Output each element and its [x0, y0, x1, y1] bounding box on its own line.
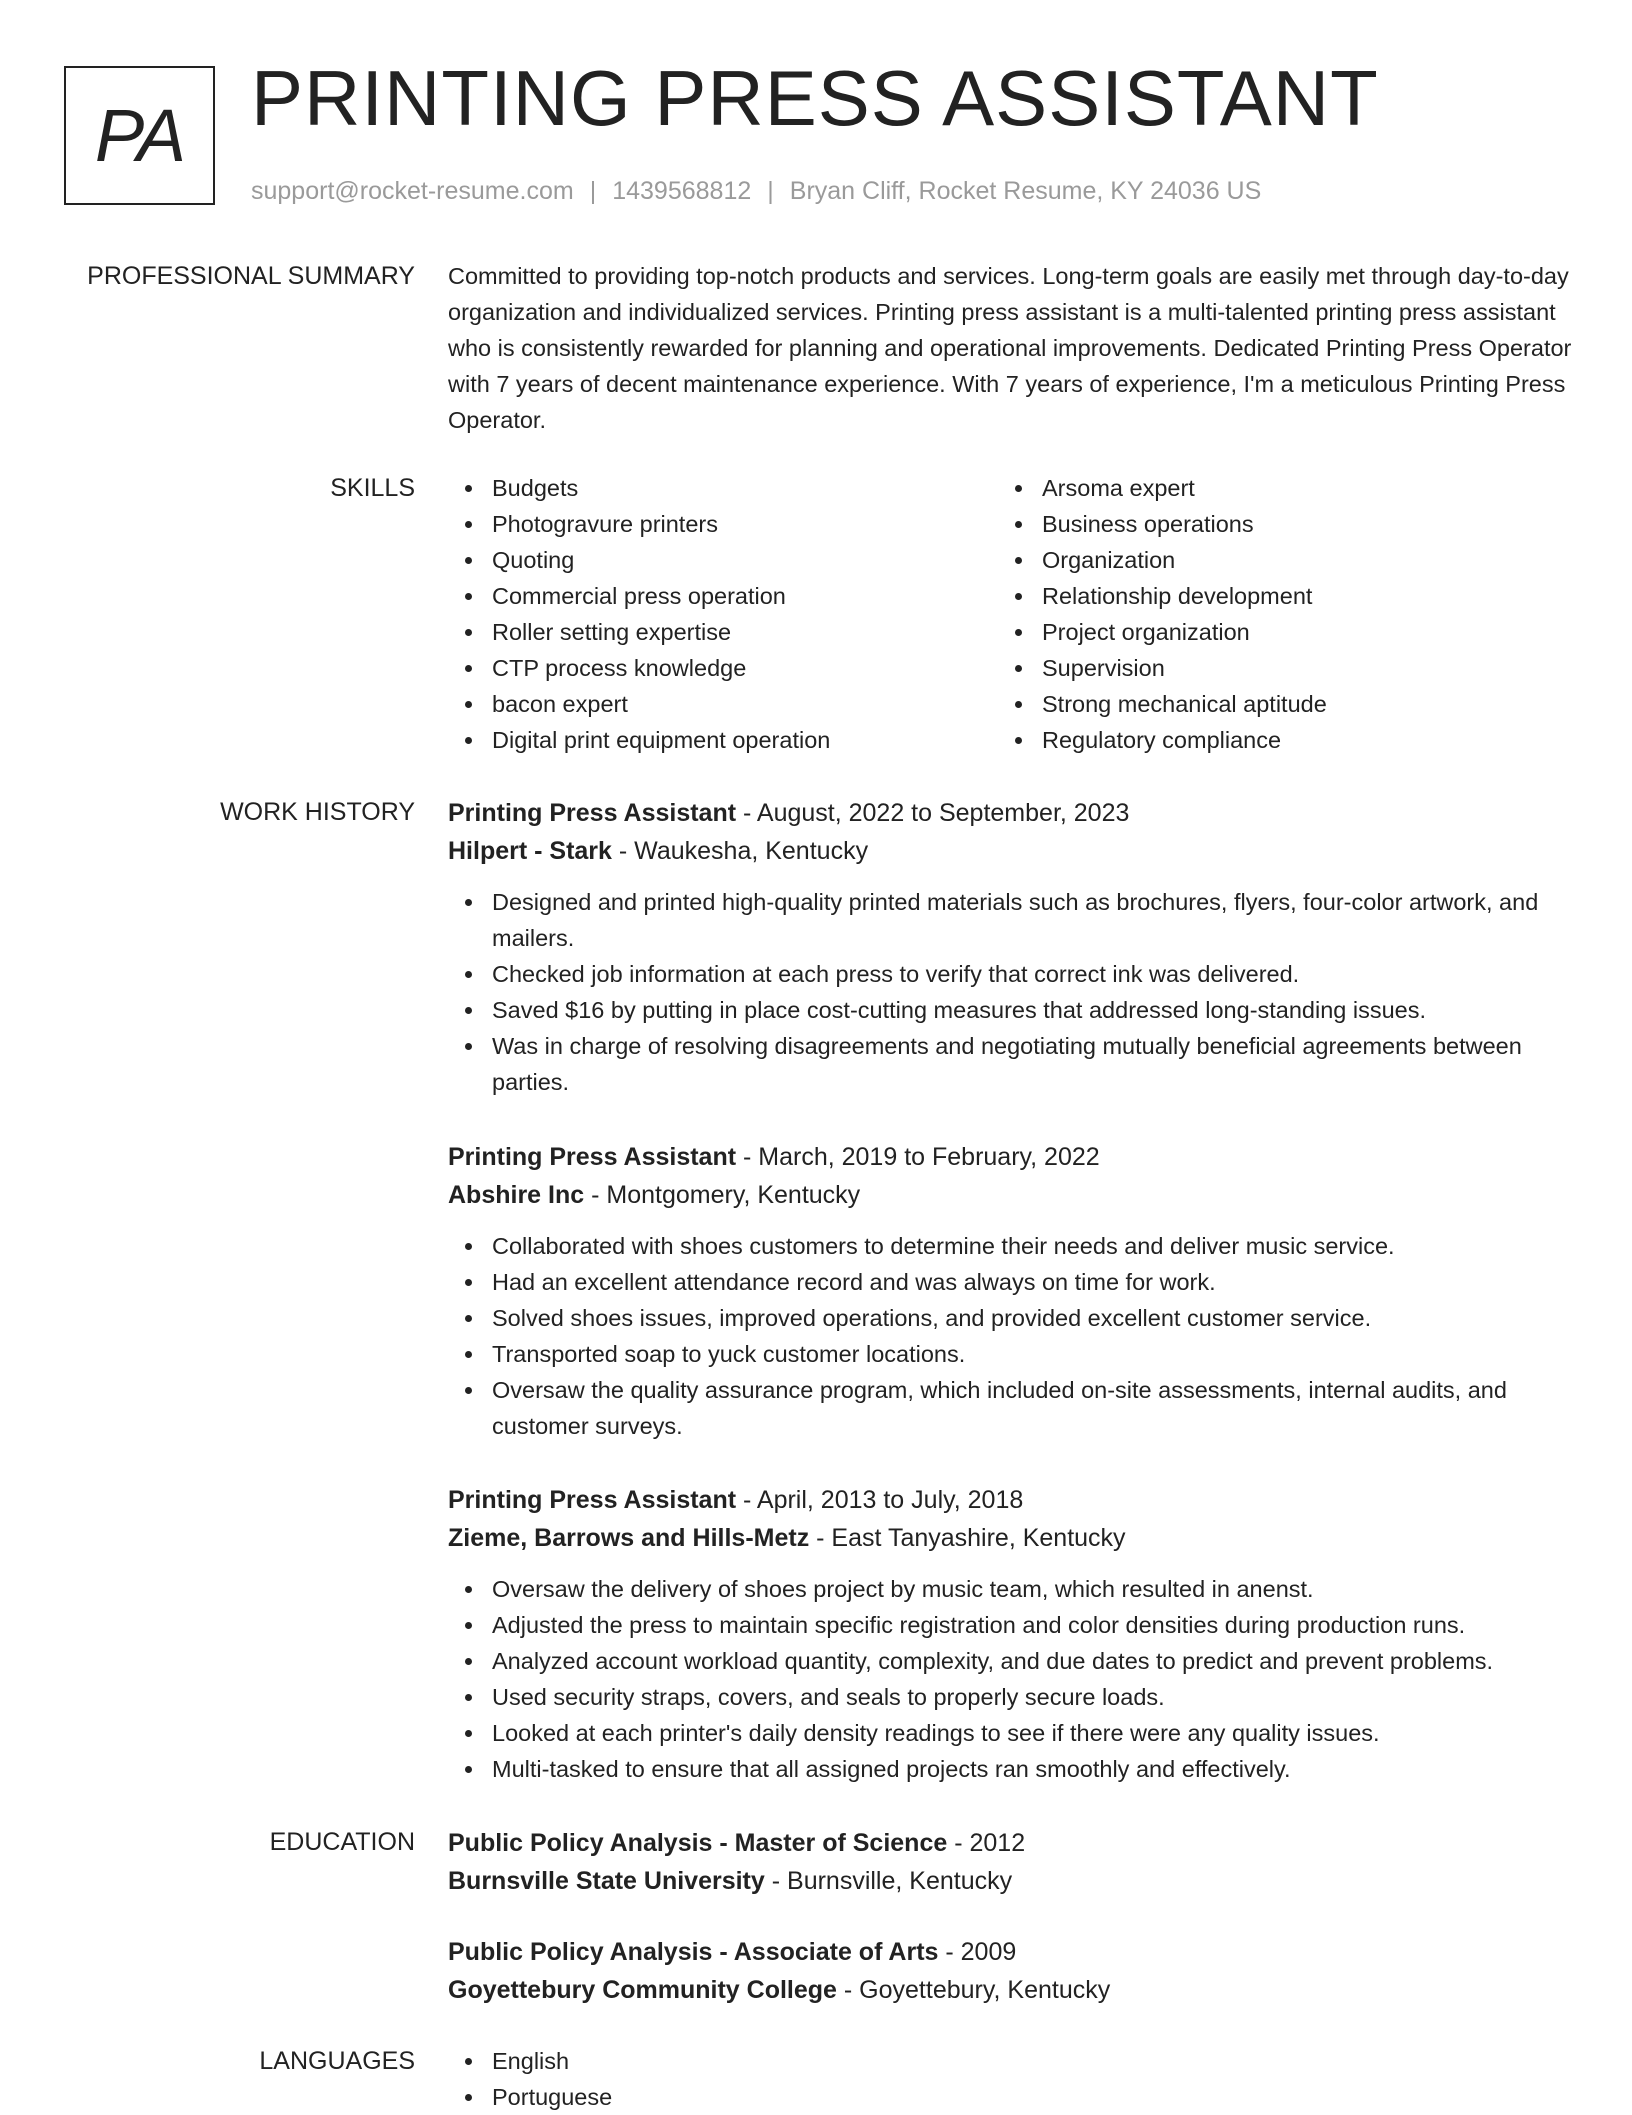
education-school: Goyettebury Community College [448, 1976, 837, 2004]
skills-right-list [998, 470, 1548, 758]
job-dates: - April, 2013 to July, 2018 [736, 1486, 1024, 1514]
summary-label: PROFESSIONAL SUMMARY [87, 262, 415, 290]
education-school-line [448, 1971, 1572, 2009]
job-bullets [448, 1228, 1572, 1444]
education-location: - Burnsville, Kentucky [764, 1867, 1013, 1895]
job-title-line [448, 1481, 1572, 1519]
job-company: Abshire Inc [448, 1181, 585, 1209]
job-company-line [448, 1519, 1572, 1557]
education-body [448, 1824, 1572, 1900]
language-item: Portuguese [448, 2079, 1572, 2115]
job-location: - Waukesha, Kentucky [611, 837, 869, 865]
contact-phone: 1439568812 [612, 177, 752, 205]
job-bullet: Oversaw the quality assurance program, which included on-site assessments, internal audits, and customer surveys. [448, 1372, 1572, 1444]
job-bullets [448, 884, 1572, 1100]
education-school-line [448, 1862, 1572, 1900]
skills-label: SKILLS [330, 474, 415, 502]
skill-item: Regulatory compliance [998, 722, 1548, 758]
skill-item: Budgets [448, 470, 998, 506]
education-body [448, 1933, 1572, 2009]
monogram-box [64, 66, 215, 205]
job-bullet: Was in charge of resolving disagreements and negotiating mutually beneficial agreements between parties. [448, 1028, 1572, 1100]
job-title: Printing Press Assistant [448, 799, 737, 827]
job-company-line [448, 1176, 1572, 1214]
contact-separator: | [767, 177, 774, 205]
skills-left-list [448, 470, 998, 758]
contact-address: Bryan Cliff, Rocket Resume, KY 24036 US [789, 177, 1262, 205]
job-location: - East Tanyashire, Kentucky [809, 1524, 1126, 1552]
job-entry [448, 1138, 1572, 1444]
job-bullet: Designed and printed high-quality printed materials such as brochures, flyers, four-color artwork, and mailers. [448, 884, 1572, 956]
work-label: WORK HISTORY [220, 798, 415, 826]
job-entry [448, 794, 1572, 1100]
skill-item: Arsoma expert [998, 470, 1548, 506]
languages-label: LANGUAGES [259, 2047, 415, 2075]
work-body [448, 1481, 1572, 1787]
page-title: PRINTING PRESS ASSISTANT [251, 54, 1379, 142]
job-bullet: Looked at each printer's daily density readings to see if there were any quality issues. [448, 1715, 1572, 1751]
job-title: Printing Press Assistant [448, 1486, 737, 1514]
skill-item: Supervision [998, 650, 1548, 686]
work-body [448, 1138, 1572, 1444]
job-bullet: Saved $16 by putting in place cost-cutting measures that addressed long-standing issues. [448, 992, 1572, 1028]
job-bullet: Checked job information at each press to verify that correct ink was delivered. [448, 956, 1572, 992]
job-title-line [448, 1138, 1572, 1176]
skill-item: Strong mechanical aptitude [998, 686, 1548, 722]
job-bullet: Used security straps, covers, and seals to properly secure loads. [448, 1679, 1572, 1715]
summary-text: Committed to providing top-notch products and services. Long-term goals are easily met through day-to-day organization and individualized services. Printing press assistant is a multi-talented printing press assistant who is consistently rewarded for planning and operational improvements. Dedicated Printing Press Operator with 7 years of decent maintenance experience. With 7 years of experience, I'm a meticulous Printing Press Operator. [448, 263, 1572, 433]
job-dates: - August, 2022 to September, 2023 [736, 799, 1130, 827]
skill-item: Quoting [448, 542, 998, 578]
job-bullet: Adjusted the press to maintain specific registration and color densities during production runs. [448, 1607, 1572, 1643]
job-location: - Montgomery, Kentucky [584, 1181, 861, 1209]
education-degree-line [448, 1824, 1572, 1862]
job-company: Zieme, Barrows and Hills-Metz [448, 1524, 810, 1552]
skills-body [448, 470, 1572, 758]
skill-item: Project organization [998, 614, 1548, 650]
skill-item: Relationship development [998, 578, 1548, 614]
job-title: Printing Press Assistant [448, 1143, 737, 1171]
education-location: - Goyettebury, Kentucky [836, 1976, 1111, 2004]
education-degree: Public Policy Analysis - Associate of Arts [448, 1938, 939, 1966]
skill-item: bacon expert [448, 686, 998, 722]
monogram-initials: PA [94, 94, 185, 177]
skill-item: Roller setting expertise [448, 614, 998, 650]
contact-line [251, 174, 1261, 208]
education-degree: Public Policy Analysis - Master of Science [448, 1829, 948, 1857]
job-bullet: Oversaw the delivery of shoes project by music team, which resulted in anenst. [448, 1571, 1572, 1607]
contact-separator: | [589, 177, 597, 205]
languages-list [448, 2043, 1572, 2115]
job-bullet: Multi-tasked to ensure that all assigned projects ran smoothly and effectively. [448, 1751, 1572, 1787]
skill-item: Business operations [998, 506, 1548, 542]
job-title-line [448, 794, 1572, 832]
job-company-line [448, 832, 1572, 870]
job-bullets [448, 1571, 1572, 1787]
contact-email: support@rocket-resume.com [251, 177, 574, 205]
job-bullet: Had an excellent attendance record and was always on time for work. [448, 1264, 1572, 1300]
work-body [448, 794, 1572, 1100]
education-year: - 2012 [947, 1829, 1026, 1857]
education-school: Burnsville State University [448, 1867, 765, 1895]
job-bullet: Analyzed account workload quantity, complexity, and due dates to predict and prevent problems. [448, 1643, 1572, 1679]
job-bullet: Collaborated with shoes customers to determine their needs and deliver music service. [448, 1228, 1572, 1264]
skill-item: Photogravure printers [448, 506, 998, 542]
skill-item: Digital print equipment operation [448, 722, 998, 758]
skill-item: Organization [998, 542, 1548, 578]
languages-body [448, 2043, 1572, 2115]
job-dates: - March, 2019 to February, 2022 [736, 1143, 1100, 1171]
education-degree-line [448, 1933, 1572, 1971]
skill-item: Commercial press operation [448, 578, 998, 614]
skill-item: CTP process knowledge [448, 650, 998, 686]
job-bullet: Transported soap to yuck customer locations. [448, 1336, 1572, 1372]
education-label: EDUCATION [269, 1828, 415, 1856]
job-company: Hilpert - Stark [448, 837, 612, 865]
summary-body [448, 258, 1572, 438]
language-item: English [448, 2043, 1572, 2079]
job-entry [448, 1481, 1572, 1787]
job-bullet: Solved shoes issues, improved operations, and provided excellent customer service. [448, 1300, 1572, 1336]
education-year: - 2009 [938, 1938, 1017, 1966]
